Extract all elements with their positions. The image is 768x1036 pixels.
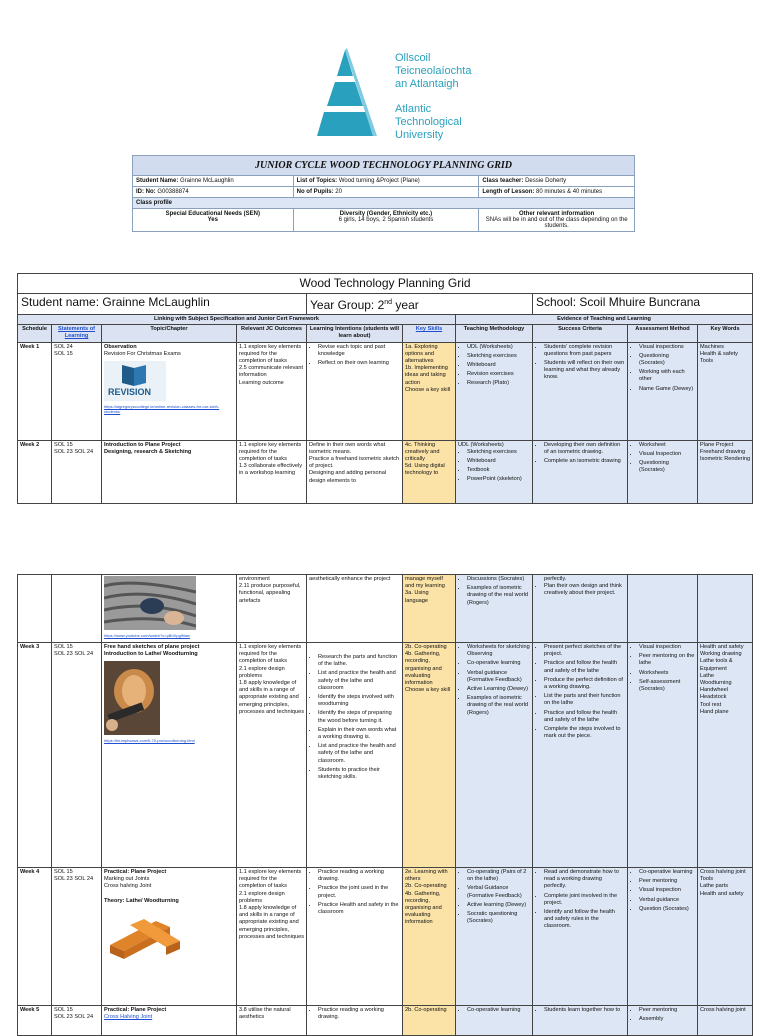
key-words: Health and safety Working drawing Lathe tools & Equipment Lathe Woodturning Handwheel Headstock Tool rest Hand plane [698, 643, 753, 868]
col-header: Schedule [18, 325, 52, 342]
table-row [18, 575, 753, 643]
col-header: Success Criteria [533, 325, 628, 342]
list-item: • Assembly [639, 1016, 695, 1023]
list-item: • Present perfect sketches of the project. [544, 644, 625, 658]
topic-theory: Theory: Lathe/ Woodturning [104, 897, 179, 904]
grid-student-name: Student name: Grainne McLaughlin [18, 294, 307, 315]
list-item: • Revise each topic and past knowledge [318, 344, 400, 358]
topic-link[interactable]: Cross Halving Joint [104, 1014, 153, 1021]
list-item: • Identify the steps involved with woodturning [318, 694, 400, 708]
class-profile-label: Class profile [136, 200, 173, 206]
topics-value: Wood turning &Project (Plane) [338, 178, 420, 184]
list-item: • Visual inspection [639, 644, 695, 651]
logo-line: Ollscoil [395, 52, 431, 64]
label: List of Topics: [296, 178, 338, 184]
key-skills: 2b. Co-operating 4b. Gathering, recording, organising and evaluating information Choose a key skill [403, 643, 456, 868]
label: ID: No: [136, 189, 156, 195]
lathe-woodturning-photo-icon [104, 661, 160, 735]
key-skills: 2b. Co-operating [403, 1006, 456, 1036]
plane-woodwork-photo-icon [104, 576, 196, 630]
criteria-continued: perfectly. [544, 576, 567, 582]
col-header: Teaching Methodology [456, 325, 533, 342]
list-item: • Research the parts and function of the lathe. [318, 654, 400, 668]
key-words: Cross halving joint Tools Lathe parts Health and safety [698, 868, 753, 1006]
jc-outcomes: environment 2.11 produce purposeful, functional, appealing artefacts [237, 575, 307, 643]
planning-grid-page-2 [17, 574, 753, 1036]
list-item: • Students learn together how to [544, 1007, 625, 1014]
linking-header: Linking with Subject Specification and Junior Cert Framework [18, 315, 456, 325]
sol-item: SOL 15 [54, 350, 73, 357]
list-item: • Verbal Guidance (Formative Feedback) [467, 885, 530, 899]
logo-line: Atlantic [395, 103, 432, 115]
list-item: • Visual inspection [639, 887, 695, 894]
week-label: Week 3 [20, 644, 40, 650]
list-item: • Co-operative learning [639, 869, 695, 876]
col-header: Assessment Method [628, 325, 698, 342]
list-item: • Discussions (Socrates) [467, 576, 530, 583]
cross-halving-joint-icon [104, 911, 184, 967]
table-row [18, 342, 753, 440]
list-item: • Socratic questioning (Socrates) [467, 911, 530, 925]
list-item: • PowerPoint (skeleton) [467, 476, 530, 483]
list-item: • Practice Health and safety in the classroom [318, 902, 400, 916]
list-item: • Peer mentoring on the lathe [639, 653, 695, 667]
list-item: • Question (Socrates) [639, 906, 695, 913]
logo-line: Technological [395, 116, 462, 128]
topic-title: Introduction to Lathe/ Woodturning [104, 651, 198, 658]
list-item: • Questioning (Socrates) [639, 460, 695, 474]
list-item: • Examples of isometric drawing of the real world (Rogers) [467, 695, 530, 717]
topic-line: Marking out Joints [104, 876, 150, 883]
col-header: Key Words [698, 325, 753, 342]
col-header: Learning Intentions (students will learn about) [307, 325, 403, 342]
topic-title: Practical: Plane Project [104, 1007, 167, 1013]
jc-outcomes: 1.1 explore key elements required for the completion of tasks 2.1 explore design problems 1.8 apply knowledge of and skills in a range of appropriate existing and emerging principles, processes and techniques [237, 643, 307, 868]
week-label: Week 1 [20, 343, 40, 350]
key-skills: 4c. Thinking creatively and critically 5d. Using digital technology to [403, 440, 456, 503]
list-item: • Peer mentoring [639, 1007, 695, 1014]
evidence-header: Evidence of Teaching and Learning [456, 315, 753, 325]
key-words: Machines Health & safety Tools [698, 342, 753, 440]
list-item: • Practice reading a working drawing. [318, 1007, 400, 1021]
jc-outcomes: 1.1 explore key elements required for the completion of tasks 1.3 collaborate effectively in a workshop learning [237, 440, 307, 503]
label: Class teacher: [482, 178, 524, 184]
list-item: • Questioning (Socrates) [639, 353, 695, 367]
list-item: • Read and demonstrate how to read a working drawing perfectly. [544, 869, 625, 891]
jc-outcomes: 1.1 explore key elements required for the completion of tasks 2.5 communicate relevant information Learning outcome [237, 342, 307, 440]
label: Length of Lesson: [482, 189, 535, 195]
sen-label: Special Educational Needs (SEN) [165, 211, 260, 217]
list-item: • Students will reflect on their own learning and what they already know. [544, 360, 625, 382]
sol-item: SOL 15 [54, 441, 73, 448]
sol-item: SOL 15 [54, 869, 73, 875]
list-item: • Verbal guidance (Formative Feedback) [467, 670, 530, 684]
grid-year-group: Year Group: 2nd year [307, 294, 533, 315]
col-header-link[interactable]: Statements of Learning [52, 325, 102, 342]
list-item: • Whiteboard [467, 458, 530, 465]
list-item: • Students' complete revision questions from past papers [544, 344, 625, 358]
list-item: • Peer mentoring [639, 878, 695, 885]
list-item: • Identify the steps of preparing the wood before turning it. [318, 710, 400, 724]
key-words: Cross halving joint [698, 1006, 753, 1036]
week-label: Week 4 [20, 869, 40, 875]
list-item: • Plan their own design and think creatively about their project. [544, 583, 625, 597]
list-item: • Worksheets [639, 670, 695, 677]
list-item: • Explain in their own words what a working drawing is. [318, 727, 400, 741]
list-item: • Active Learning (Dewey) [467, 686, 530, 693]
sol-item: SOL 15 [54, 1007, 73, 1013]
list-item: • Identify and follow the health and safety rules in the classroom. [544, 909, 625, 931]
diversity-value: 6 girls, 14 boys, 2 Spanish students [338, 217, 434, 223]
list-item: • Practice and follow the health and safety of the lathe [544, 660, 625, 674]
list-item: • Textbook [467, 467, 530, 474]
jc-outcomes: 3.8 utilise the natural aesthetics [237, 1006, 307, 1036]
list-item: • Developing their own definition of an isometric drawing. [544, 442, 625, 456]
list-item: • Examples of isometric drawing of the real world (Rogers) [467, 585, 530, 607]
week-label: Week 5 [20, 1007, 40, 1013]
topic-title: Designing, research & Sketching [104, 448, 192, 455]
list-item: • Reflect on their own learning [318, 360, 400, 367]
list-item: • Complete joint involved in the project. [544, 893, 625, 907]
list-item: • Practice and follow the health and safety of the lathe [544, 710, 625, 724]
topic-title: Introduction to Plane Project [104, 441, 181, 448]
sol-item: SOL 24 [54, 343, 73, 350]
university-logo [305, 48, 605, 143]
planning-grid-page-1 [17, 273, 753, 504]
grid-title: Wood Technology Planning Grid [18, 274, 753, 294]
list-item: • Students to practice their sketching skills. [318, 767, 400, 781]
sol-item: SOL 23 SOL 24 [54, 876, 94, 883]
logo-line: University [395, 129, 444, 141]
method-intro: UDL (Worksheets) [458, 441, 504, 448]
col-header: Relevant JC Outcomes [237, 325, 307, 342]
topic-line: Cross halving Joint [104, 883, 152, 890]
list-item: • Active learning (Dewey) [467, 902, 530, 909]
table-row [18, 868, 753, 1006]
sol-item: SOL 23 SOL 24 [54, 651, 94, 658]
other-info-label: Other relevant information [519, 211, 595, 217]
list-item: • List the parts and their function on the lathe [544, 693, 625, 707]
list-item: • Practice reading a working drawing. [318, 869, 400, 883]
list-item: • Complete the steps involved to mark out the piece. [544, 726, 625, 740]
source-link[interactable]: https://www.youtube.com/watch?v=pBhXpg9ilaw [104, 633, 190, 638]
week-label: Week 2 [20, 441, 40, 448]
list-item: • Whiteboard [467, 362, 530, 369]
id-value: G00388874 [157, 189, 189, 195]
sol-item: SOL 23 SOL 24 [54, 1014, 94, 1021]
atu-logo-icon [305, 48, 385, 140]
list-item: • Co-operative learning [467, 1007, 530, 1014]
list-item: • UDL (Worksheets) [467, 344, 530, 351]
learning-intentions: aesthetically enhance the project [307, 575, 403, 643]
label: No of Pupils: [296, 189, 334, 195]
list-item: • Worksheets for sketching Observing [467, 644, 530, 658]
pupils-value: 20 [335, 189, 342, 195]
table-row [18, 643, 753, 868]
key-words: Plane Project Freehand drawing Isometric Rendering [698, 440, 753, 503]
table-row [18, 1006, 753, 1036]
list-item: • Co-operating (Pairs of 2 on the lathe) [467, 869, 530, 883]
topic-title: Observation [104, 343, 137, 350]
teacher-value: Dessie Doherty [525, 178, 567, 184]
class-info-table [132, 155, 635, 232]
sol-item: SOL 15 [54, 644, 73, 650]
source-link[interactable]: https://triumphsaws.com/lt-70-pro/woodturning.html [104, 738, 195, 744]
key-skills: manage myself and my learning 3a. Using language [403, 575, 456, 643]
length-value: 80 minutes & 40 minutes [536, 189, 603, 195]
sen-value: Yes [207, 217, 218, 223]
logo-line: an Atlantaigh [395, 78, 459, 90]
student-name-value: Grainne McLaughlin [180, 178, 234, 184]
other-info-value: SNAs will be in and out of the class depending on the students. [485, 217, 628, 229]
list-item: • Research (Plato) [467, 380, 530, 387]
source-link[interactable]: https://stgregorysccollege.ie/online-revision-classes-for-our-sixth-students/ [104, 404, 220, 415]
list-item: • Sketching exercises [467, 353, 530, 360]
label: Student Name: [136, 178, 179, 184]
list-item: • List and practice the health and safety of the lathe and classroom. [318, 743, 400, 765]
list-item: • Self-assessment (Socrates) [639, 679, 695, 693]
list-item: • List and practice the health and safety of the lathe and classroom [318, 670, 400, 692]
list-item: • Verbal guidance [639, 897, 695, 904]
diversity-label: Diversity (Gender, Ethnicity etc.) [339, 211, 433, 217]
list-item: • Sketching exercises [467, 449, 530, 456]
list-item: • Working with each other [639, 369, 695, 383]
key-skills: 1a. Exploring options and alternatives 1b. Implementing ideas and taking action Choose a key skill [403, 342, 456, 440]
table-row [18, 440, 753, 503]
col-header: Topic/Chapter [102, 325, 237, 342]
list-item: • Name Game (Dewey) [639, 386, 695, 393]
col-header-link[interactable]: Key Skills [403, 325, 456, 342]
topic-subtitle: Revision For Christmas Exams [104, 350, 181, 357]
info-title: JUNIOR CYCLE WOOD TECHNOLOGY PLANNING GRID [133, 156, 635, 176]
sol-item: SOL 23 SOL 24 [54, 448, 94, 455]
list-item: • Practice the joint used in the project. [318, 885, 400, 899]
key-skills: 2e. Learning with others 2b. Co-operating 4b. Gathering, recording, organising and evaluating information [403, 868, 456, 1006]
list-item: • Produce the perfect definition of a working drawing. [544, 677, 625, 691]
logo-line: Teicneolaíochta [395, 65, 472, 77]
list-item: • Complete an isometric drawing [544, 458, 625, 465]
list-item: • Revision exercises [467, 371, 530, 378]
jc-outcomes: 1.1 explore key elements required for the completion of tasks 2.1 explore design problems 1.8 apply knowledge of and skills in a range of appropriate existing and emerging principles, processes and techniques [237, 868, 307, 1006]
learning-intentions: Define in their own words what isometric means. Practice a freehand isometric sketch of project. Designing and adding personal design elements to [307, 440, 403, 503]
topic-title: Free hand sketches of plane project [104, 644, 200, 650]
list-item: • Worksheet [639, 442, 695, 449]
list-item: • Visual Inspection [639, 451, 695, 458]
grid-school: School: Scoil Mhuire Buncrana [533, 294, 753, 315]
list-item: • Co-operative learning [467, 660, 530, 667]
list-item: • Visual inspections [639, 344, 695, 351]
topic-title: Practical: Plane Project [104, 869, 167, 875]
